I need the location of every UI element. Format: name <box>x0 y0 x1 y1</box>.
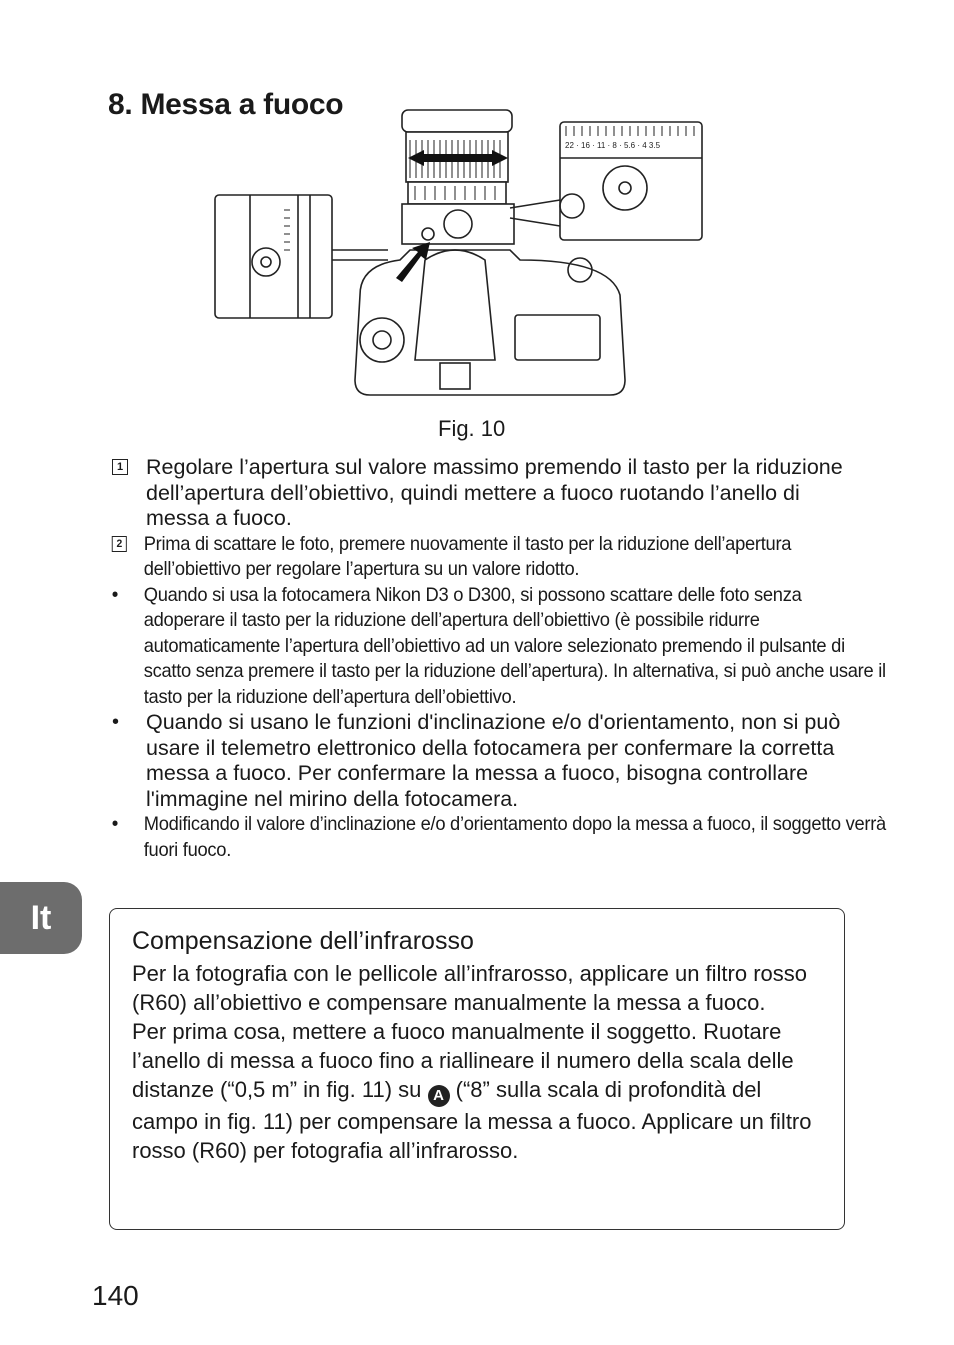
instruction-list <box>108 455 886 863</box>
note-text: Modificando il valore d’inclinazione e/o d’orientamento dopo la messa a fuoco, il soggetto verrà fuori fuoco. <box>143 813 886 861</box>
section-title: 8. Messa a fuoco <box>108 88 344 121</box>
step-text: Regolare l’apertura sul valore massimo premendo il tasto per la riduzione dell’apertura dell’obiettivo, quindi mettere a fuoco ruotando l’anello di messa a fuoco. <box>146 455 843 530</box>
step-number-box: 2 <box>112 536 127 552</box>
step-2 <box>108 532 886 583</box>
note-text: Quando si usa la fotocamera Nikon D3 o D300, si possono scattare delle foto senza adoperare il tasto per la riduzione dell’apertura dell’obiettivo (è possibile ridurre automaticamente l’apertura dell’obiettivo ad un valore selezionato premendo il pulsante di scatto senza premere il tasto per la riduzione dell’apertura). In alternativa, si può anche usare il tasto per la riduzione dell’apertura dell’obiettivo. <box>143 583 886 708</box>
aperture-scale-label: 22 · 16 · 11 · 8 · 5.6 · 4 3.5 <box>565 141 661 150</box>
infrared-text-before: Per prima cosa, mettere a fuoco manualmente il soggetto. Ruotare l’anello di messa a fuoco fino a riallineare il numero della scala delle distanze (“0,5 m” in fig. 11) su <box>132 1019 794 1102</box>
note-bullet-3 <box>108 812 886 863</box>
bullet-icon: • <box>112 711 120 733</box>
step-text: Prima di scattare le foto, premere nuovamente il tasto per la riduzione dell’apertura dell’obiettivo per regolare l’apertura su un valore ridotto. <box>143 532 792 580</box>
marker-a-icon: A <box>428 1085 450 1107</box>
infrared-compensation-box <box>109 908 845 1230</box>
bullet-icon: • <box>111 813 119 835</box>
language-tab: It <box>0 882 82 954</box>
infrared-text-after: (“8” sulla scala di profondità del campo in fig. 11) per compensare la messa a fuoco. Applicare un filtro rosso (R60) per fotografia all’infrarosso. <box>132 1077 812 1163</box>
infrared-paragraph-2 <box>132 1017 824 1165</box>
step-1 <box>108 455 853 532</box>
note-text: Quando si usano le funzioni d'inclinazione e/o d'orientamento, non si può usare il telemetro elettronico della fotocamera per confermare la corretta messa a fuoco. Per confermare la messa a fuoco, bisogna controllare l'immagine nel mirino della fotocamera. <box>146 710 841 811</box>
infrared-heading: Compensazione dell’infrarosso <box>132 927 474 955</box>
page-number: 140 <box>92 1280 139 1311</box>
camera-lens-illustration <box>210 100 710 410</box>
note-bullet-1 <box>108 583 886 711</box>
bullet-icon: • <box>111 583 119 606</box>
infrared-paragraph-1: Per la fotografia con le pellicole all’infrarosso, applicare un filtro rosso (R60) all’obiettivo e compensare manualmente la messa a fuoco. <box>132 961 808 1015</box>
note-bullet-2 <box>108 710 853 812</box>
step-number-box: 1 <box>112 459 128 475</box>
figure-caption: Fig. 10 <box>438 416 506 441</box>
